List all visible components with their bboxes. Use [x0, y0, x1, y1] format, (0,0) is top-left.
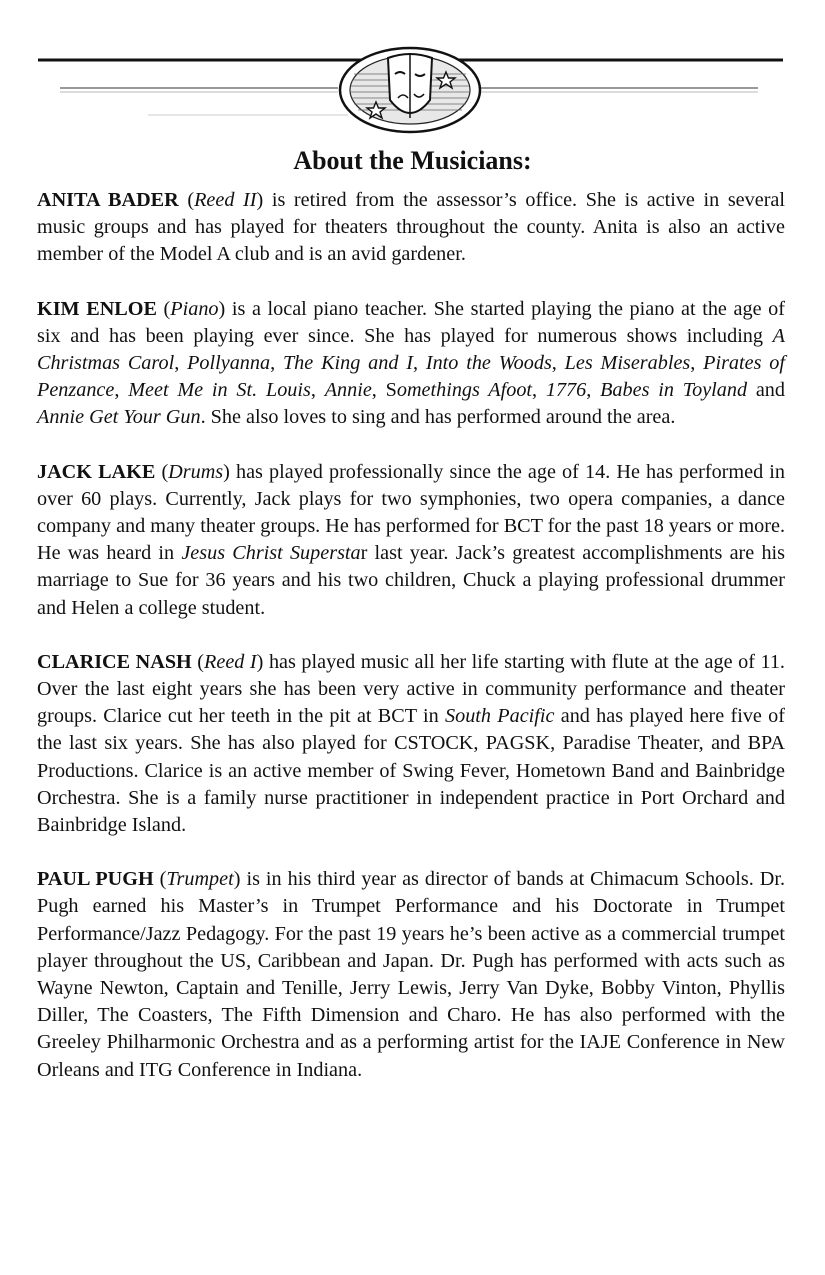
musician-bio: ANITA BADER (Reed II) is retired from the assessor’s office. She is active in several music groups and has played for theaters throughout the county. Anita is also an active member of the Model A club and is an avid gardener. [37, 189, 785, 266]
bio-text: and has played here five of the last six years. She has also played for CSTOCK, PAGSK, Paradise Theater, and BPA Productions. Clarice is an active member of Swing Fever, Hometown Band and Bainbridge Orchestra. She is a family nurse practitioner in independent practice in Port Orchard and Bainbridge Island. [37, 705, 785, 837]
musician-name: JACK LAKE [37, 460, 156, 483]
show-title: 1776 [545, 379, 587, 402]
show-title: A Christmas Carol [37, 324, 785, 375]
bio-text: r last year. Jack’s greatest accomplishments are his marriage to Sue for 36 years and his two children, Chuck a playing professional drummer and Helen a college student. [37, 542, 785, 619]
bio-text: , [310, 379, 325, 402]
musician-name: CLARICE NASH [37, 650, 192, 673]
musician-bio: KIM ENLOE (Piano) is a local piano teacher. She started playing the piano at the age of six and has been playing ever since. She has played for numerous shows including A Christmas Carol, Pollyanna, The King and I, Into the Woods, Les Miserables, Pirates of Penzance, Meet Me in St. Louis, Annie, Somethings Afoot, 1776, Babes in Toyland and Annie Get Your Gun. She also loves to sing and has performed around the area. [37, 297, 785, 429]
musician-bios [37, 187, 785, 1111]
bio-text: , [586, 379, 601, 402]
show-title: Annie Get Your Gun [37, 406, 201, 429]
musician-instrument: Drums [168, 460, 224, 483]
show-title: Pirates of Penzance [37, 352, 785, 402]
musician-instrument: Piano [170, 297, 219, 320]
show-title: Meet Me in St. Louis [128, 379, 311, 402]
bio-text: , [412, 352, 426, 375]
musician-name: PAUL PUGH [37, 868, 154, 891]
bio-text: . She also loves to sing and has performed around the area. [200, 406, 676, 429]
bio-text: , [174, 352, 188, 375]
show-title: Pollyanna [187, 352, 271, 375]
show-title: omethings Afoot [396, 379, 533, 402]
musician-name: ANITA BADER [37, 189, 179, 211]
bio-text: , S [371, 379, 397, 402]
page-title: About the Musicians: [293, 146, 532, 175]
show-title: Into the Woods [425, 352, 552, 375]
show-title: Les Miserables [564, 352, 691, 375]
musician-instrument: Trumpet [166, 868, 234, 891]
musician-instrument: Reed II [194, 189, 257, 211]
bio-text: , [551, 352, 565, 375]
musician-bio: PAUL PUGH (Trumpet) is in his third year as director of bands at Chimacum Schools. Dr. Pugh earned his Master’s in Trumpet Performance and his Doctorate in Trumpet Performance/Jazz Pedagogy. For the past 19 years he’s been active as a commercial trumpet player throughout the US, Caribbean and Japan. Dr. Pugh has performed with acts such as Wayne Newton, Captain and Tenille, Jerry Lewis, Jerry Van Dyke, Bobby Vinton, Phyllis Diller, The Coasters, The Fifth Dimension and Charo. He has also performed with the Greeley Philharmonic Orchestra and as a performing artist for the IAJE Conference in New Orleans and ITG Conference in Indiana. [37, 868, 785, 1081]
theater-masks-emblem-icon [38, 30, 783, 145]
bio-text: is retired from the assessor’s office. She is active in several music groups and has played for theaters throughout the county. Anita is also an active member of the Model A club and is an avid gardener. [37, 189, 785, 266]
bio-text: is in his third year as director of bands at Chimacum Schools. Dr. Pugh earned his Master’s in Trumpet Performance and his Doctorate in Trumpet Performance/Jazz Pedagogy. For the past 19 years he’s been active as a commercial trumpet player throughout the US, Caribbean and Japan. Dr. Pugh has performed with acts such as Wayne Newton, Captain and Tenille, Jerry Lewis, Jerry Van Dyke, Bobby Vinton, Phyllis Diller, The Coasters, The Fifth Dimension and Charo. He has also performed with the Greeley Philharmonic Orchestra and as a performing artist for the IAJE Conference in New Orleans and ITG Conference in Indiana. [37, 868, 785, 1081]
musician-bio: JACK LAKE (Drums) has played professionally since the age of 14. He has performed in over 60 plays. Currently, Jack plays for two symphonies, two opera companies, a dance company and many theater groups. He has performed for BCT for the past 18 years or more. He was heard in Jesus Christ Superstar last year. Jack’s greatest accomplishments are his marriage to Sue for 36 years and his two children, Chuck a playing professional drummer and Helen a college student. [37, 460, 785, 619]
bio-text: , [532, 379, 546, 402]
bio-text: , [690, 352, 704, 375]
bio-text: and [747, 379, 785, 402]
show-title: The King and I [282, 352, 413, 375]
show-title: Annie [324, 379, 372, 402]
musician-instrument: Reed I [204, 650, 257, 673]
bio-text: has played professionally since the age of 14. He has performed in over 60 plays. Currently, Jack plays for two symphonies, two opera companies, a dance company and many theater groups. He has performed for BCT for the past 18 years or more. He was heard in [37, 460, 785, 565]
musician-bio: CLARICE NASH (Reed I) has played music all her life starting with flute at the age of 11. Over the last eight years she has been very active in community performance and theater groups. Clarice cut her teeth in the pit at BCT in South Pacific and has played here five of the last six years. She has also played for CSTOCK, PAGSK, Paradise Theater, and BPA Productions. Clarice is an active member of Swing Fever, Hometown Band and Bainbridge Orchestra. She is a family nurse practitioner in independent practice in Port Orchard and Bainbridge Island. [37, 650, 785, 837]
bio-text: , [270, 352, 283, 375]
bio-text: is a local piano teacher. She started playing the piano at the age of six and has been playing ever since. She has played for numerous shows including [37, 297, 785, 347]
header-ornament [38, 30, 783, 145]
show-title: South Pacific [445, 705, 555, 728]
show-title: Babes in Toyland [600, 379, 748, 402]
musician-name: KIM ENLOE [37, 297, 157, 320]
bio-text: has played music all her life starting with flute at the age of 11. Over the last eight years she has been very active in community performance and theater groups. Clarice cut her teeth in the pit at BCT in [37, 650, 785, 728]
bio-text: , [114, 379, 129, 402]
show-title: Jesus Christ Supersta [181, 542, 361, 565]
